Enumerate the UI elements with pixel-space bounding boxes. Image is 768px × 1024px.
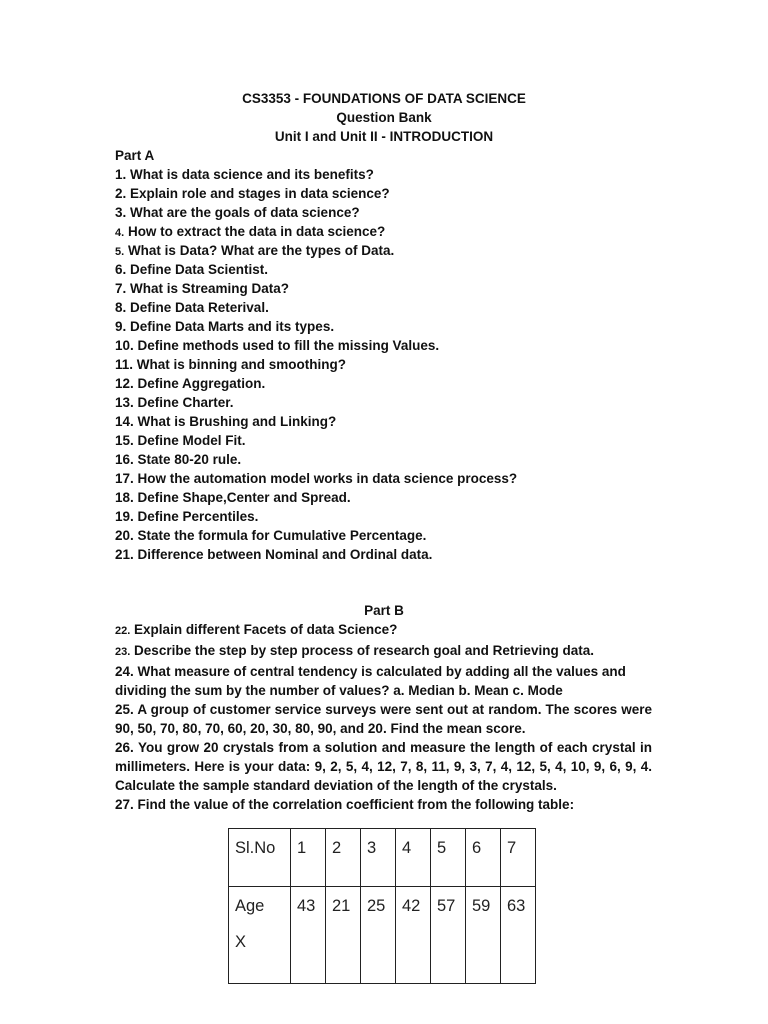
table-cell: 21: [326, 887, 361, 984]
unit-title: Unit I and Unit II - INTRODUCTION: [274, 129, 494, 144]
question-27: 27. Find the value of the correlation coefficient from the following table:: [115, 797, 575, 812]
table-row-age: [229, 887, 536, 984]
table-cell: 59: [466, 887, 501, 984]
part-a-question-list: [115, 165, 655, 564]
question-17: 17. How the automation model works in data science process?: [115, 471, 518, 486]
table-cell: 42: [396, 887, 431, 984]
table-cell-header: Sl.No: [229, 829, 291, 887]
table-cell: 25: [361, 887, 396, 984]
question-22: 22. Explain different Facets of data Science?: [115, 622, 398, 637]
table-cell: 57: [431, 887, 466, 984]
table-cell: 6: [466, 829, 501, 887]
question-6: 6. Define Data Scientist.: [115, 262, 269, 277]
question-3: 3. What are the goals of data science?: [115, 205, 360, 220]
question-18: 18. Define Shape,Center and Spread.: [115, 490, 351, 505]
question-16: 16. State 80-20 rule.: [115, 452, 242, 467]
question-14: 14. What is Brushing and Linking?: [115, 414, 337, 429]
table-cell: 43: [291, 887, 326, 984]
row-label-age: Age: [235, 897, 265, 915]
correlation-table: [228, 828, 536, 984]
question-13: 13. Define Charter.: [115, 395, 234, 410]
table-cell: 5: [431, 829, 466, 887]
document-type: Question Bank: [336, 110, 432, 125]
table-cell: 3: [361, 829, 396, 887]
question-9: 9. Define Data Marts and its types.: [115, 319, 335, 334]
question-24: 24. What measure of central tendency is calculated by adding all the values and dividing the sum by the number of values? a. Median b. Mean c. Mode: [115, 664, 626, 698]
question-5: 5. What is Data? What are the types of Data.: [115, 243, 395, 258]
question-1: 1. What is data science and its benefits?: [115, 167, 374, 182]
question-21: 21. Difference between Nominal and Ordinal data.: [115, 547, 433, 562]
question-8: 8. Define Data Reterival.: [115, 300, 269, 315]
question-7: 7. What is Streaming Data?: [115, 281, 290, 296]
question-23: 23. Describe the step by step process of research goal and Retrieving data.: [115, 643, 594, 658]
table-cell: 63: [501, 887, 536, 984]
question-25: 25. A group of customer service surveys were sent out at random. The scores were 90, 50, 70, 80, 70, 60, 20, 30, 80, 90, and 20. Find the mean score.: [115, 702, 652, 736]
question-12: 12. Define Aggregation.: [115, 376, 266, 391]
question-4: 4. How to extract the data in data science?: [115, 224, 386, 239]
table-row-slno: [229, 829, 536, 887]
question-19: 19. Define Percentiles.: [115, 509, 259, 524]
row-label-x: X: [235, 933, 247, 951]
question-2: 2. Explain role and stages in data science?: [115, 186, 390, 201]
question-26: 26. You grow 20 crystals from a solution and measure the length of each crystal in millimeters. Here is your data: 9, 2, 5, 4, 12, 7, 8, 11, 9, 3, 7, 4, 12, 5, 4, 10, 9, 6, 9, 4. Calculate the sample standard deviation of the length of the crystals.: [115, 740, 652, 793]
table-cell-header: [229, 887, 291, 984]
course-title: CS3353 - FOUNDATIONS OF DATA SCIENCE: [242, 91, 526, 106]
table-cell: 2: [326, 829, 361, 887]
question-20: 20. State the formula for Cumulative Percentage.: [115, 528, 427, 543]
question-11: 11. What is binning and smoothing?: [115, 357, 347, 372]
table-cell: 4: [396, 829, 431, 887]
part-b-question-list: [115, 620, 652, 814]
part-b-heading: Part B: [364, 603, 404, 618]
table-cell: 7: [501, 829, 536, 887]
question-15: 15. Define Model Fit.: [115, 433, 246, 448]
table-cell: 1: [291, 829, 326, 887]
question-10: 10. Define methods used to fill the missing Values.: [115, 338, 440, 353]
part-a-heading: Part A: [115, 148, 155, 163]
